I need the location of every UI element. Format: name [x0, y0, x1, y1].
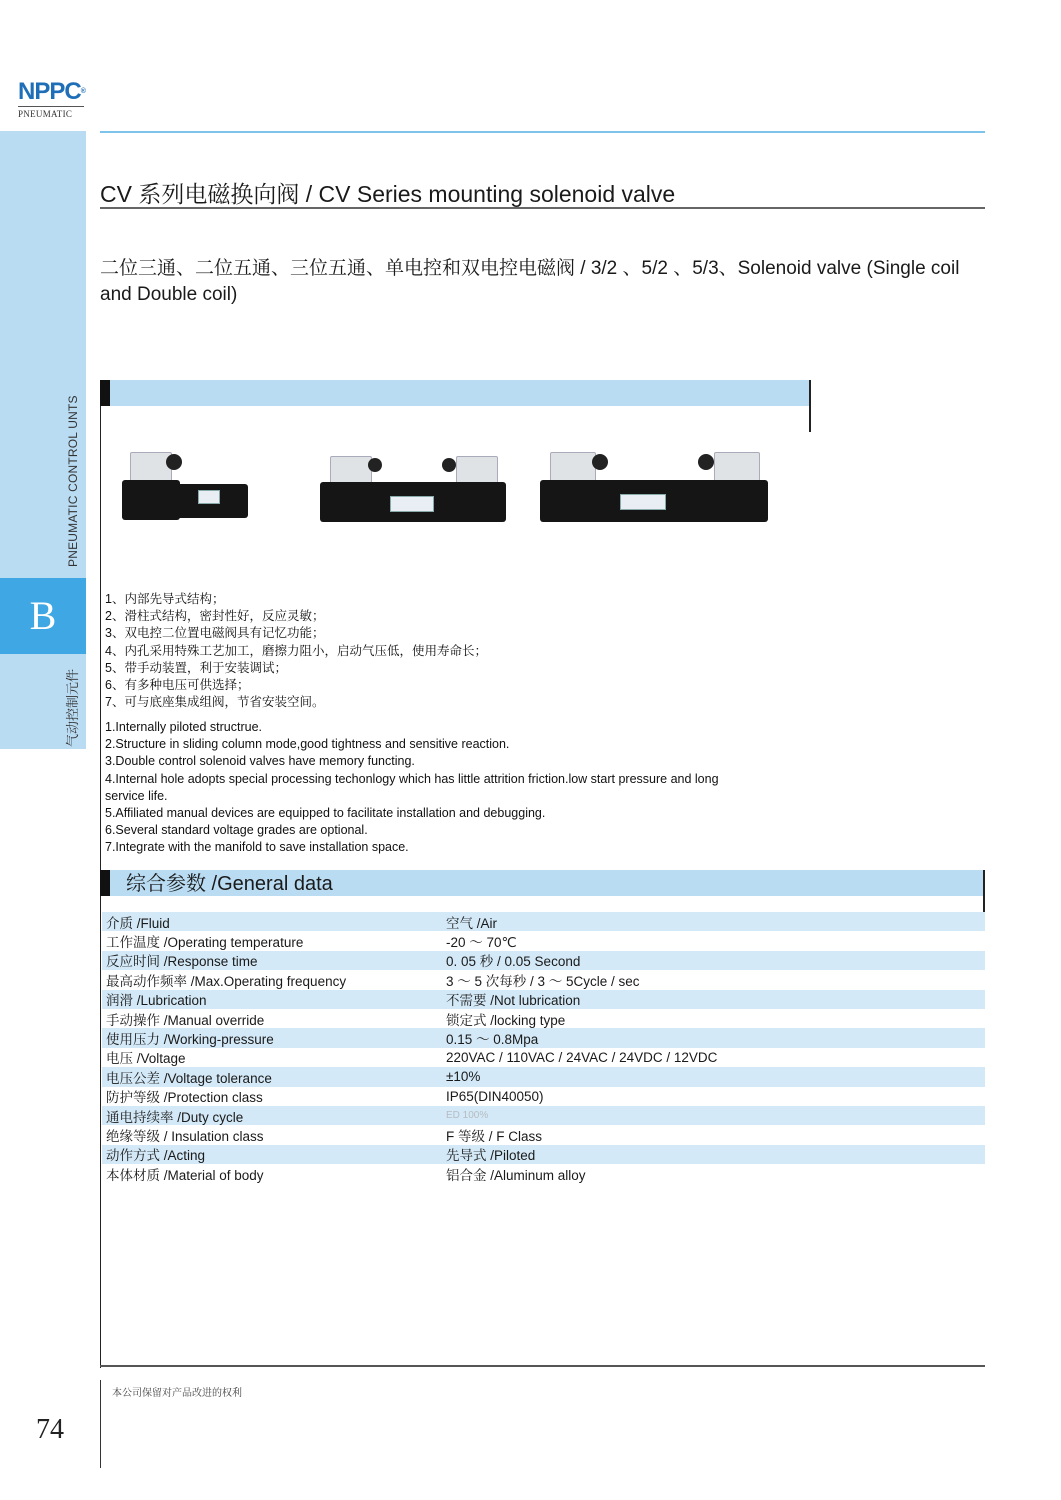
- image-band-marker: [100, 380, 110, 406]
- product-image-double-coil: [318, 452, 508, 527]
- table-row: [102, 1125, 985, 1144]
- spec-value: 0.15 ～ 0.8Mpa: [446, 1032, 539, 1048]
- table-row: [102, 970, 985, 989]
- spec-label: 动作方式 /Acting: [106, 1148, 206, 1164]
- spec-value: 空气 /Air: [446, 915, 498, 931]
- feature-en-item: 3.Double control solenoid valves have memory functing.: [105, 754, 415, 769]
- feature-cn-item: 1、内部先导式结构；: [105, 592, 225, 606]
- feature-cn-item: 4、内孔采用特殊工艺加工，磨擦力阻小，启动气压低，使用寿命长；: [105, 643, 487, 658]
- spec-label: 电压 /Voltage: [106, 1051, 186, 1067]
- spec-value: 不需要 /Not lubrication: [446, 993, 581, 1009]
- section-letter: B: [29, 593, 57, 638]
- table-row: [102, 990, 985, 1009]
- table-row: [102, 1048, 985, 1067]
- spec-label: 手动操作 /Manual override: [106, 1012, 265, 1028]
- image-band-tick: [809, 380, 811, 432]
- table-row: [102, 1087, 985, 1106]
- logo-mark: NPPC®: [18, 78, 85, 105]
- table-row: [102, 1106, 985, 1125]
- table-row: [102, 931, 985, 950]
- table-row: [102, 1028, 985, 1047]
- spec-label: 反应时间 /Response time: [106, 954, 258, 970]
- spec-label: 通电持续率 /Duty cycle: [106, 1109, 244, 1125]
- table-row: [102, 951, 985, 970]
- spec-value: ED 100%: [446, 1110, 489, 1122]
- logo-divider: [18, 106, 84, 107]
- feature-en-item: 1.Internally piloted structrue.: [105, 720, 263, 734]
- feature-en-item: 6.Several standard voltage grades are optional.: [105, 823, 368, 838]
- feature-en-item: 5.Affiliated manual devices are equipped to facilitate installation and debugging.: [105, 806, 546, 821]
- page-title: CV 系列电磁换向阀 / CV Series mounting solenoid valve: [100, 181, 676, 207]
- feature-cn-item: 6、有多种电压可供选择；: [105, 678, 250, 693]
- footer-rule: [100, 1365, 985, 1367]
- spec-label: 润滑 /Lubrication: [106, 993, 207, 1009]
- feature-en-item: 4.Internal hole adopts special processing techonlogy which has little attrition friction.low start pressure and long service life.: [105, 771, 719, 803]
- spec-label: 最高动作频率 /Max.Operating frequency: [106, 973, 347, 989]
- spec-label: 绝缘等级 / Insulation class: [106, 1129, 264, 1144]
- general-data-tick: [983, 870, 985, 912]
- general-data-marker: [100, 870, 110, 896]
- product-image-single-coil: [120, 450, 255, 525]
- table-row: [102, 1009, 985, 1028]
- feature-cn-item: 2、滑柱式结构，密封性好，反应灵敏；: [105, 609, 325, 624]
- feature-cn-item: 7、可与底座集成组阀，节省安装空间。: [105, 695, 325, 710]
- header-rule: [100, 131, 985, 133]
- feature-en-item: 7.Integrate with the manifold to save installation space.: [105, 840, 409, 855]
- spec-value: ±10%: [446, 1069, 481, 1085]
- table-row: [102, 1164, 985, 1183]
- table-row: [102, 1145, 985, 1164]
- table-row: [102, 1067, 985, 1086]
- feature-en-item: 2.Structure in sliding column mode,good tightness and sensitive reaction.: [105, 737, 510, 752]
- spec-value: 220VAC / 110VAC / 24VAC / 24VDC / 12VDC: [446, 1049, 718, 1065]
- image-band: [100, 380, 809, 406]
- spec-label: 介质 /Fluid: [106, 915, 170, 931]
- spec-value: 铝合金 /Aluminum alloy: [446, 1167, 586, 1183]
- feature-cn-item: 3、双电控二位置电磁阀具有记忆功能；: [105, 626, 325, 641]
- spec-value: 先导式 /Piloted: [446, 1148, 536, 1164]
- spec-value: 锁定式 /locking type: [446, 1012, 566, 1028]
- spec-label: 本体材质 /Material of body: [106, 1167, 264, 1183]
- spec-value: 0. 05 秒 / 0.05 Second: [446, 954, 581, 970]
- spec-label: 工作温度 /Operating temperature: [106, 935, 304, 951]
- spec-label: 使用压力 /Working-pressure: [106, 1032, 274, 1048]
- general-data-title: 综合参数 /General data: [126, 873, 333, 895]
- title-rule: [100, 207, 985, 209]
- spec-label: 电压公差 /Voltage tolerance: [106, 1070, 272, 1086]
- spec-label: 防护等级 /Protection class: [106, 1090, 263, 1106]
- logo-subtitle: PNEUMATIC: [18, 109, 73, 119]
- footer-note: 本公司保留对产品改进的权利: [112, 1388, 242, 1399]
- page-subtitle: 二位三通、二位五通、三位五通、单电控和双电控电磁阀 / 3/2 、5/2 、5/3、Solenoid valve (Single coil and Double coil): [100, 258, 960, 305]
- general-data-table: [102, 912, 985, 1183]
- brand-logo: [18, 80, 88, 119]
- product-image-three-position: [538, 448, 770, 526]
- footer-divider: [100, 1380, 101, 1468]
- spec-value: -20 ～ 70℃: [446, 935, 517, 951]
- features-list-cn: [105, 591, 805, 711]
- feature-cn-item: 5、带手动装置，利于安装调试；: [105, 660, 287, 675]
- section-label-cn: 气动控制元件: [65, 668, 80, 747]
- page-number: 74: [36, 1414, 64, 1445]
- table-row: [102, 912, 985, 931]
- spec-value: 3 ～ 5 次每秒 / 3 ～ 5Cycle / sec: [446, 973, 640, 989]
- section-label-en: PNEUMATIC CONTROL UNTS: [66, 395, 80, 567]
- features-list-en: [105, 719, 725, 857]
- spec-value: F 等级 / F Class: [446, 1129, 543, 1144]
- spec-value: IP65(DIN40050): [446, 1088, 544, 1104]
